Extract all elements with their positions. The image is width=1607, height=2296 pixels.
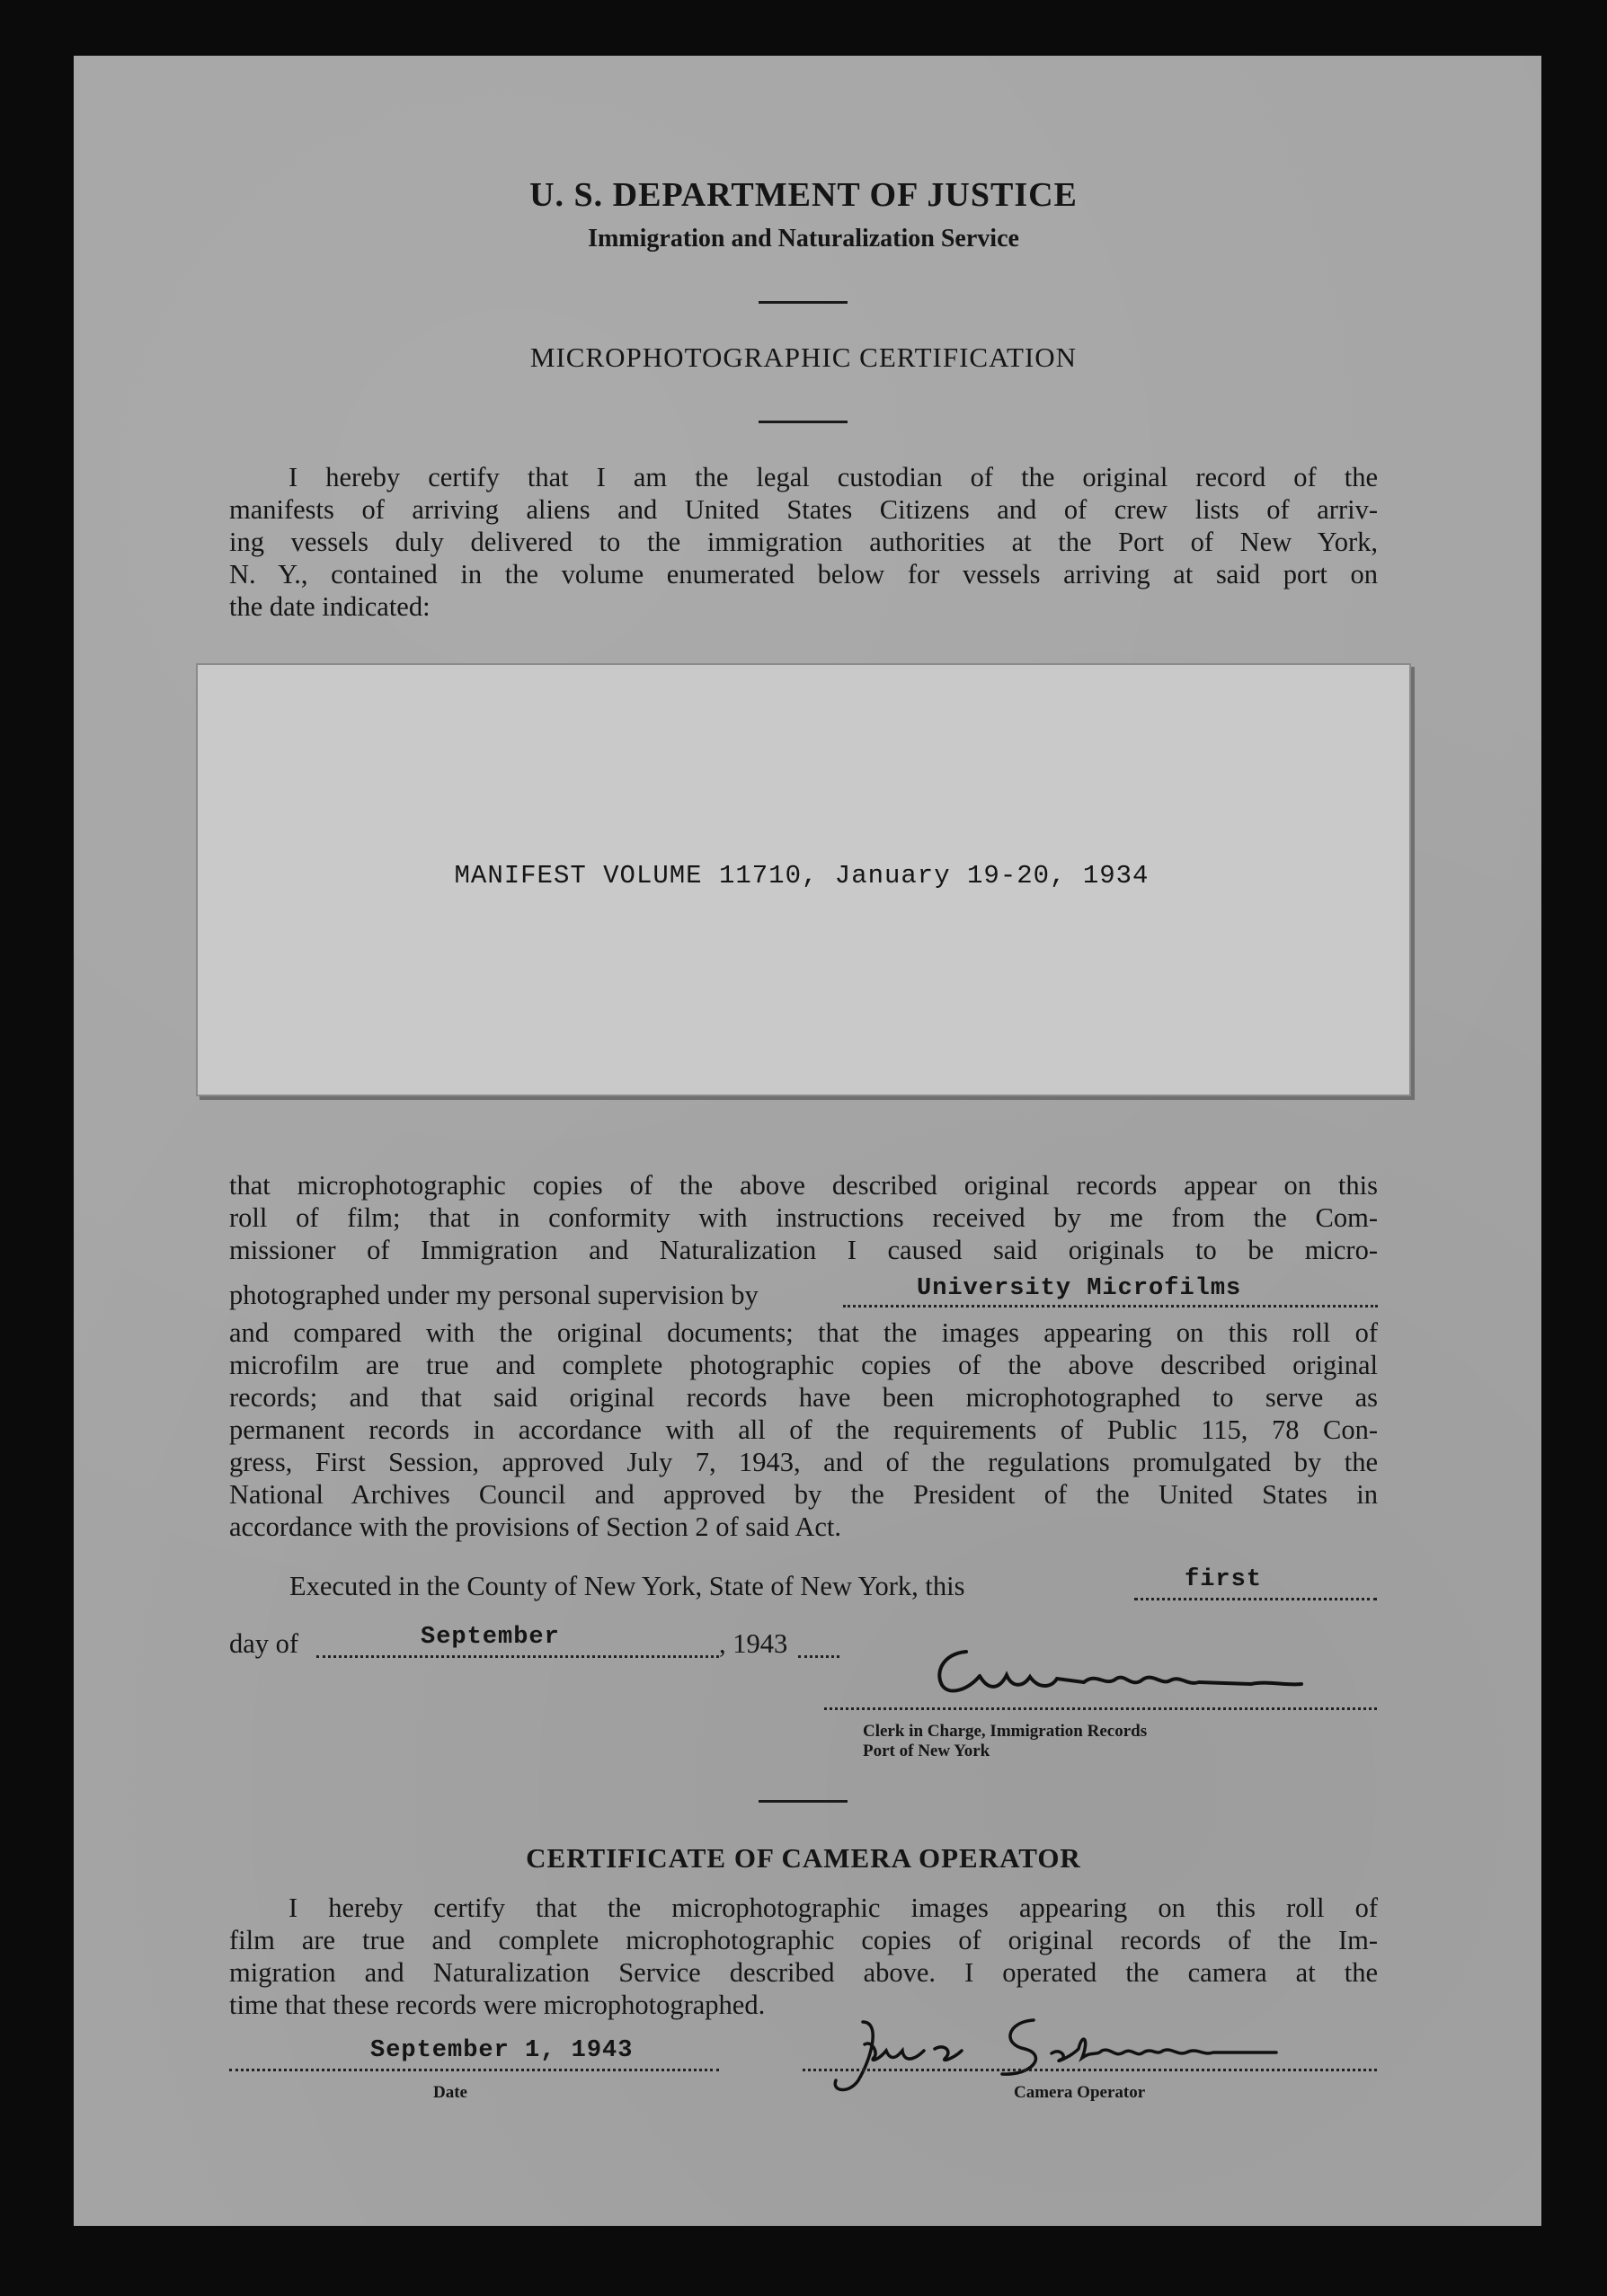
clerk-signature <box>917 1636 1339 1707</box>
paragraph-line: records; and that said original records have been microphotographed to serve as <box>229 1382 1378 1413</box>
department-title: U. S. DEPARTMENT OF JUSTICE <box>529 176 1078 214</box>
paragraph-line: National Archives Council and approved by the President of the United States in <box>229 1479 1378 1510</box>
manifest-volume-text: MANIFEST VOLUME 11710, January 19-20, 1934 <box>454 861 1150 891</box>
signature-dotted-line <box>803 2069 1377 2071</box>
paragraph-line: N. Y., contained in the volume enumerated below for vessels arriving at said port on <box>229 559 1378 590</box>
custodian-paragraph <box>229 461 1378 623</box>
dotted-fill-line <box>229 2069 719 2071</box>
date-label: Date <box>433 2083 467 2102</box>
dotted-fill-line <box>843 1305 1378 1308</box>
service-subtitle: Immigration and Naturalization Service <box>588 225 1019 253</box>
dotted-fill-line <box>798 1655 839 1658</box>
paragraph-line: migration and Naturalization Service described above. I operated the camera at the <box>229 1957 1378 1988</box>
clerk-title-line1: Clerk in Charge, Immigration Records <box>863 1722 1148 1741</box>
divider-rule <box>759 301 848 304</box>
paragraph-line: and compared with the original documents; that the images appearing on this roll of <box>229 1317 1378 1348</box>
certification-title: MICROPHOTOGRAPHIC CERTIFICATION <box>529 341 1078 373</box>
operator-date-value: September 1, 1943 <box>370 2037 634 2064</box>
paragraph-line: manifests of arriving aliens and United States Citizens and of crew lists of arriv- <box>229 494 1378 525</box>
paragraph-line: I hereby certify that I am the legal custodian of the original record of the <box>289 462 1378 492</box>
paragraph-line: missioner of Immigration and Naturalization I caused said originals to be micro- <box>229 1235 1378 1265</box>
paragraph-line: time that these records were microphotographed. <box>229 1990 766 2020</box>
dotted-fill-line <box>316 1655 719 1658</box>
paragraph-line: microfilm are true and complete photographic copies of the above described original <box>229 1350 1378 1380</box>
signature-dotted-line <box>824 1707 1377 1710</box>
paragraph-line: the date indicated: <box>229 591 431 622</box>
month-value: September <box>421 1624 560 1651</box>
paragraph-line: permanent records in accordance with all of the requirements of Public 115, 78 Con- <box>229 1414 1378 1445</box>
supervision-prefix: photographed under my personal supervision by <box>229 1280 759 1310</box>
divider-rule <box>759 421 848 423</box>
day-value: first <box>1185 1566 1263 1593</box>
camera-certificate-title: CERTIFICATE OF CAMERA OPERATOR <box>526 1842 1081 1874</box>
year-text: , 1943 <box>719 1628 788 1659</box>
clerk-title-line2: Port of New York <box>863 1742 990 1760</box>
paragraph-line: gress, First Session, approved July 7, 1943, and of the regulations promulgated by the <box>229 1447 1378 1477</box>
paragraph-line: film are true and complete microphotographic copies of original records of the Im- <box>229 1925 1378 1955</box>
paragraph-line: that microphotographic copies of the above described original records appear on this <box>229 1170 1378 1201</box>
divider-rule <box>759 1800 848 1803</box>
executed-text: Executed in the County of New York, State of New York, this <box>289 1571 965 1601</box>
dotted-fill-line <box>1134 1598 1377 1600</box>
camera-operator-label: Camera Operator <box>1014 2083 1146 2102</box>
paragraph-line: ing vessels duly delivered to the immigration authorities at the Port of New York, <box>229 527 1378 557</box>
paragraph-line: roll of film; that in conformity with instructions received by me from the Com- <box>229 1202 1378 1233</box>
day-of-label: day of <box>229 1628 299 1659</box>
paragraph-line: accordance with the provisions of Section 2 of said Act. <box>229 1511 841 1542</box>
supervision-line <box>229 1280 759 1311</box>
paragraph-line: I hereby certify that the microphotographic images appearing on this roll of <box>289 1893 1378 1923</box>
supervision-value: University Microfilms <box>917 1275 1242 1302</box>
